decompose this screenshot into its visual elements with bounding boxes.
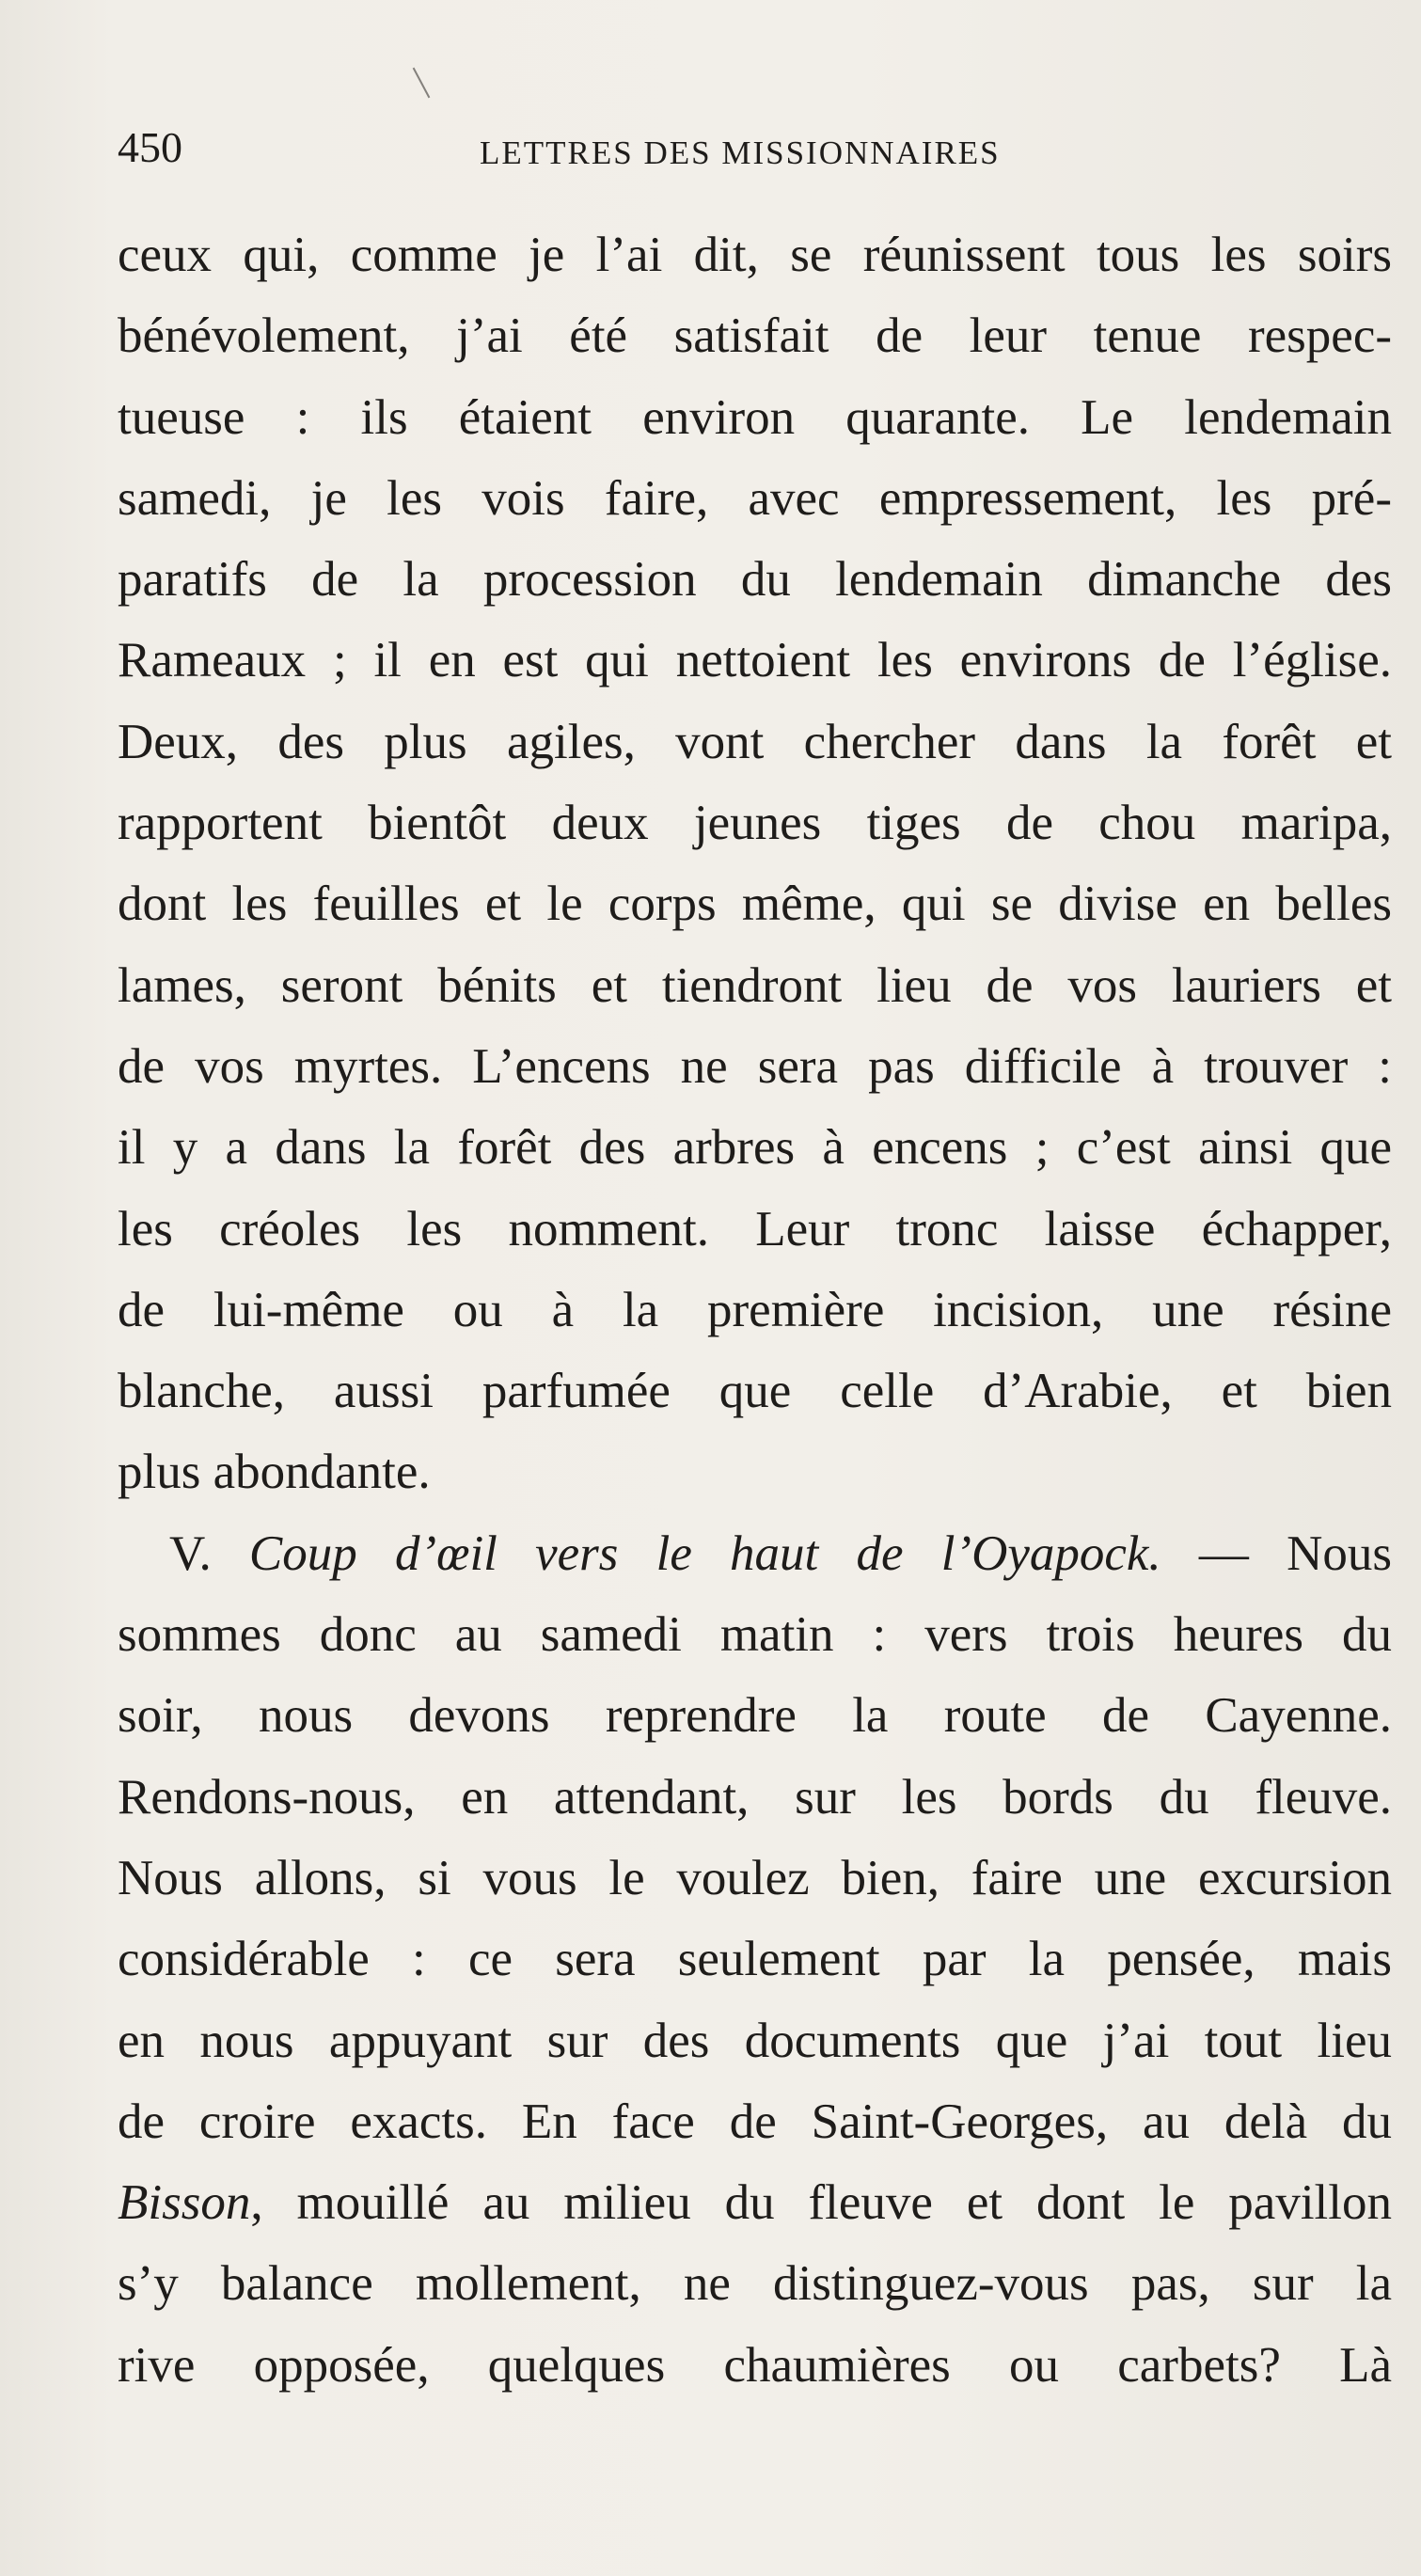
text-line: plus abondante.: [118, 1445, 431, 1500]
text-line: s’y balance mollement, ne distinguez-vous pas, sur la: [118, 2256, 1392, 2312]
text-line: sommes donc au samedi matin : vers trois heures du: [118, 1607, 1392, 1663]
text-line: il y a dans la forêt des arbres à encens ; c’est ainsi que: [118, 1120, 1392, 1176]
running-title: LETTRES DES MISSIONNAIRES: [480, 134, 1001, 171]
section-title: Coup d’œil vers le haut de l’Oyapock.: [248, 1525, 1161, 1581]
running-head: [118, 115, 1368, 181]
section-lead: — Nous: [1198, 1525, 1392, 1581]
text-line: Rendons-nous, en attendant, sur les bords du fleuve.: [118, 1769, 1392, 1825]
page-number: 450: [118, 123, 182, 171]
ink-mark: [413, 68, 431, 99]
text-line: les créoles les nomment. Leur tronc laisse échapper,: [118, 1201, 1392, 1256]
text-line: paratifs de la procession du lendemain dimanche des: [118, 552, 1392, 608]
text-line: dont les feuilles et le corps même, qui se divise en belles: [118, 877, 1392, 932]
body-text: [118, 214, 1392, 2406]
ship-line-rest: , mouillé au milieu du fleuve et dont le pavillon: [250, 2175, 1392, 2231]
text-line: lames, seront bénits et tiendront lieu de vos lauriers et: [118, 957, 1392, 1013]
text-line: de croire exacts. En face de Saint-Georges, au delà du: [118, 2094, 1392, 2149]
text-line: rive opposée, quelques chaumières ou carbets? Là: [118, 2337, 1392, 2393]
text-line: Rameaux ; il en est qui nettoient les environs de l’église.: [118, 633, 1392, 688]
text-line: Deux, des plus agiles, vont chercher dans la forêt et: [118, 714, 1392, 769]
section-heading-line: [118, 1513, 1392, 1594]
text-line: considérable : ce sera seulement par la pensée, mais: [118, 1932, 1392, 1987]
text-line: samedi, je les vois faire, avec empressement, les pré-: [118, 470, 1392, 526]
text-line: rapportent bientôt deux jeunes tiges de chou maripa,: [118, 796, 1392, 851]
section-number: V.: [169, 1525, 212, 1581]
text-line: blanche, aussi parfumée que celle d’Arabie, et bien: [118, 1364, 1392, 1419]
text-line: en nous appuyant sur des documents que j’ai tout lieu: [118, 2013, 1392, 2068]
text-line: bénévolement, j’ai été satisfait de leur tenue respec-: [118, 308, 1392, 364]
text-line: Nous allons, si vous le voulez bien, faire une excursion: [118, 1850, 1392, 1905]
text-line: de vos myrtes. L’encens ne sera pas difficile à trouver :: [118, 1038, 1392, 1094]
text-line: ceux qui, comme je l’ai dit, se réunissent tous les soirs: [118, 228, 1392, 282]
text-line: tueuse : ils étaient environ quarante. Le lendemain: [118, 389, 1392, 445]
text-line: [118, 2162, 1392, 2243]
ship-name: Bisson: [118, 2175, 251, 2231]
text-line: soir, nous devons reprendre la route de Cayenne.: [118, 1688, 1392, 1744]
text-line: de lui-même ou à la première incision, une résine: [118, 1282, 1392, 1337]
